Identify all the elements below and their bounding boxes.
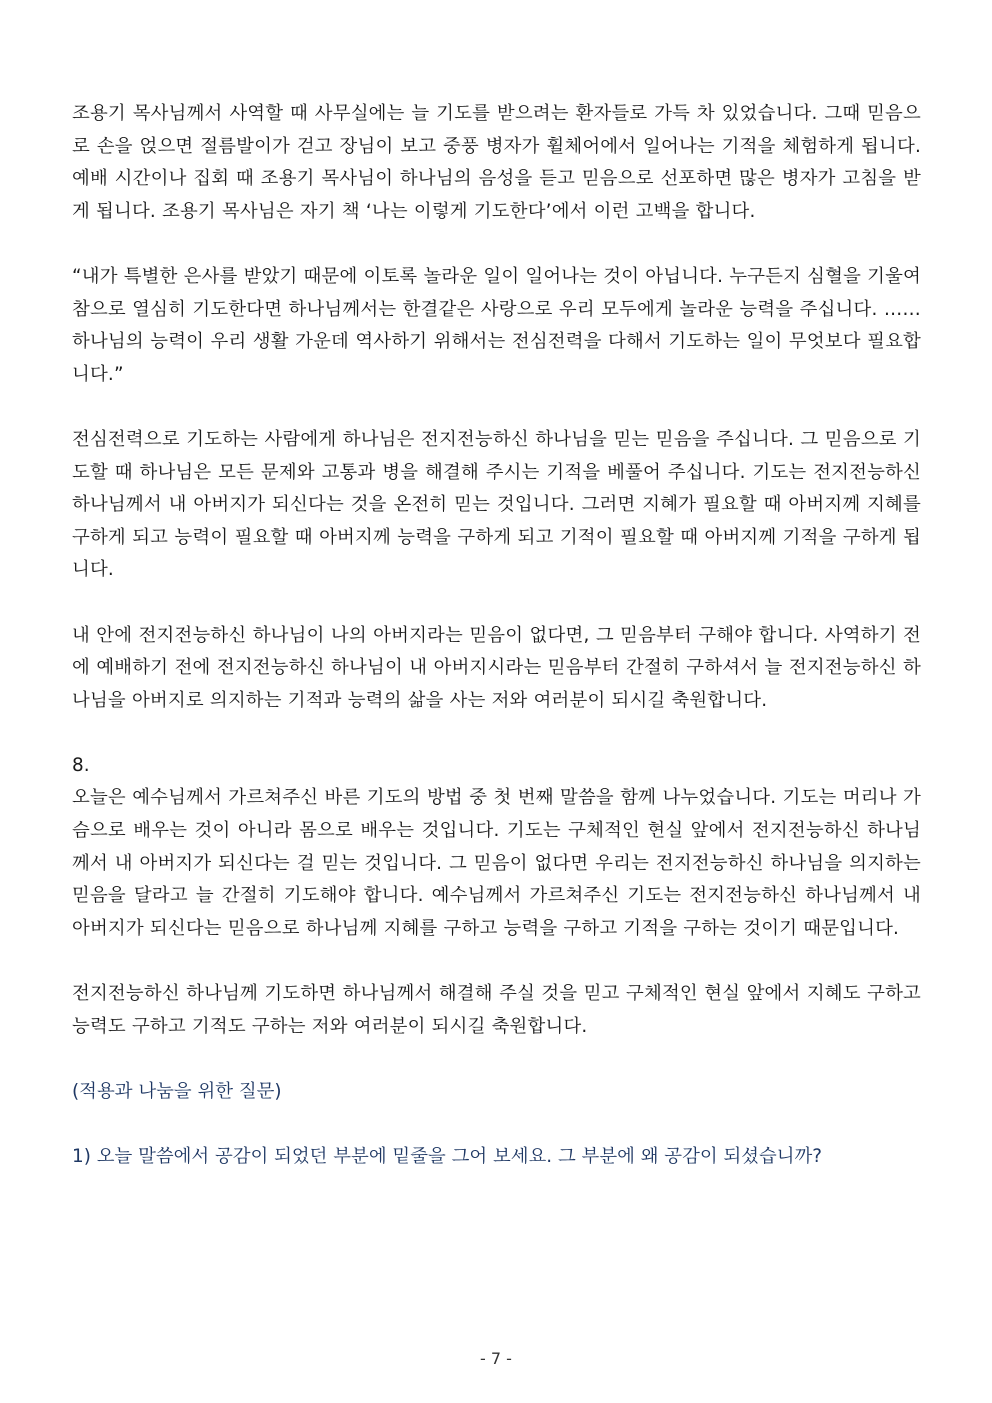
question-item: 1) 오늘 말씀에서 공감이 되었던 부분에 밑줄을 그어 보세요. 그 부분에 왜 공감이 되셨습니까? (72, 1146, 823, 1167)
page-number: - 7 - (480, 1349, 512, 1368)
paragraph-cho-yonggi-ministry: 조용기 목사님께서 사역할 때 사무실에는 늘 기도를 받으려는 환자들로 가득 차 있었습니다. 그때 믿음으로 손을 얹으면 절름발이가 걷고 장님이 보고 중풍 병자가 휠체어에서 일어나는 기적을 체험하게 됩니다. 예배 시간이나 집회 때 조용기 목사님이 하나님의 음성을 듣고 믿음으로 선포하면 많은 병자가 고침을 받게 됩니다. 조용기 목사님은 자기 책 ‘나는 이렇게 기도한다’에서 이런 고백을 합니다. (72, 103, 921, 222)
section-number: 8. (72, 754, 90, 776)
paragraph-ask-for-faith: 내 안에 전지전능하신 하나님이 나의 아버지라는 믿음이 없다면, 그 믿음부터 구해야 합니다. 사역하기 전에 예배하기 전에 전지전능하신 하나님이 내 아버지시라는 믿음부터 간절히 구하셔서 늘 전지전능하신 하나님을 아버지로 의지하는 기적과 능력의 삶을 사는 저와 여러분이 되시길 축원합니다. (72, 624, 921, 711)
questions-heading: (적용과 나눔을 위한 질문) (72, 1080, 282, 1102)
paragraph-blessing: 전지전능하신 하나님께 기도하면 하나님께서 해결해 주실 것을 믿고 구체적인 현실 앞에서 지혜도 구하고 능력도 구하고 기적도 구하는 저와 여러분이 되시길 축원합니다. (72, 983, 921, 1037)
paragraph-summary: 오늘은 예수님께서 가르쳐주신 바른 기도의 방법 중 첫 번째 말씀을 함께 나누었습니다. 기도는 머리나 가슴으로 배우는 것이 아니라 몸으로 배우는 것입니다. 기도는 구체적인 현실 앞에서 전지전능하신 하나님께서 내 아버지가 되신다는 걸 믿는 것입니다. 그 믿음이 없다면 우리는 전지전능하신 하나님을 의지하는 믿음을 달라고 늘 간절히 기도해야 합니다. 예수님께서 가르쳐주신 기도는 전지전능하신 하나님께서 내 아버지가 되신다는 믿음으로 하나님께 지혜를 구하고 능력을 구하고 기적을 구하는 것이기 때문입니다. (72, 787, 921, 939)
paragraph-wholehearted-prayer: 전심전력으로 기도하는 사람에게 하나님은 전지전능하신 하나님을 믿는 믿음을 주십니다. 그 믿음으로 기도할 때 하나님은 모든 문제와 고통과 병을 해결해 주시는 기적을 베풀어 주십니다. 기도는 전지전능하신 하나님께서 내 아버지가 되신다는 것을 온전히 믿는 것입니다. 그러면 지혜가 필요할 때 아버지께 지혜를 구하게 되고 능력이 필요할 때 아버지께 능력을 구하게 되고 기적이 필요할 때 아버지께 기적을 구하게 됩니다. (72, 428, 921, 581)
paragraph-quotation: “내가 특별한 은사를 받았기 때문에 이토록 놀라운 일이 일어나는 것이 아닙니다. 누구든지 심혈을 기울여 참으로 열심히 기도한다면 하나님께서는 한결같은 사랑으로 우리 모두에게 놀라운 능력을 주십니다. …… 하나님의 능력이 우리 생활 가운데 역사하기 위해서는 전심전력을 다해서 기도하는 일이 무엇보다 필요합니다.” (72, 265, 921, 385)
document-body (72, 98, 921, 1174)
